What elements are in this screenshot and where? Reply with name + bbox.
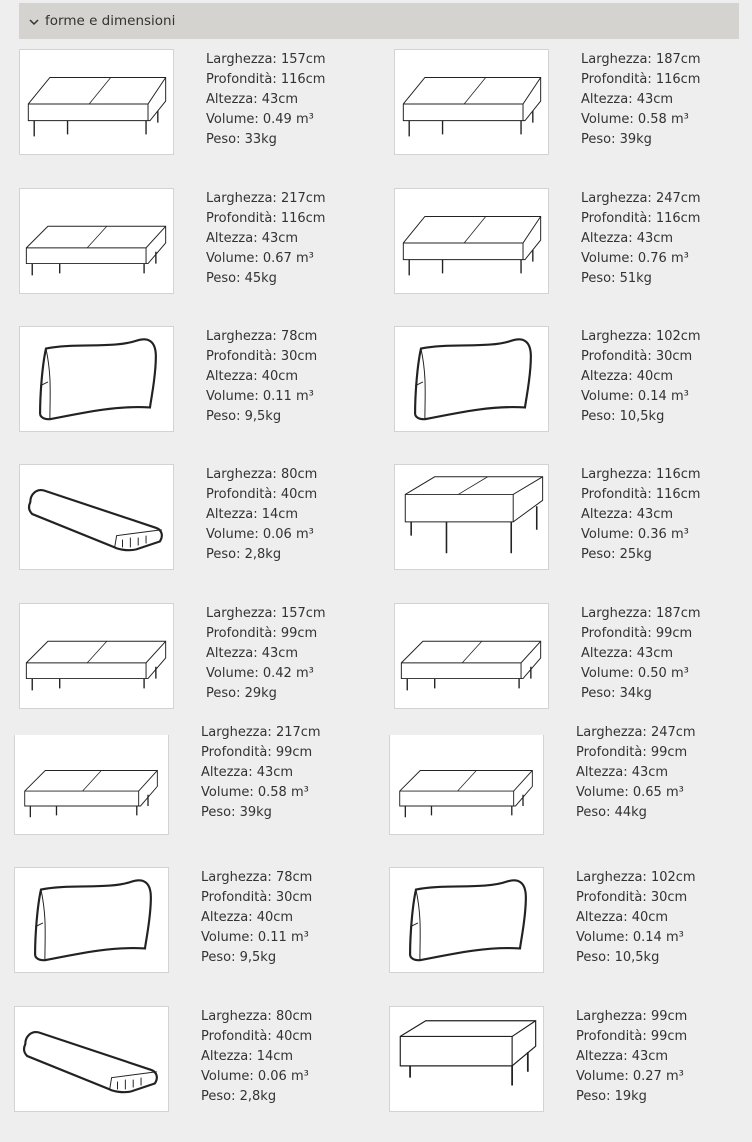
sofa-2-seat-icon [20, 604, 173, 708]
product-specs [576, 1007, 687, 1107]
spec-width: Larghezza: 217cm [206, 191, 326, 206]
product-thumbnail [14, 1006, 169, 1112]
spec-volume: Volume: 0.58 m³ [201, 785, 309, 800]
product-specs [206, 604, 326, 704]
spec-volume: Volume: 0.06 m³ [201, 1069, 309, 1084]
product-item [19, 188, 364, 298]
product-item [389, 867, 734, 977]
spec-width: Larghezza: 157cm [206, 606, 326, 621]
spec-depth: Profondità: 30cm [576, 890, 688, 905]
product-item [394, 188, 739, 298]
back-cushion-icon [390, 868, 543, 972]
product-specs [201, 868, 312, 968]
spec-weight: Peso: 29kg [206, 686, 277, 701]
product-thumbnail [389, 867, 544, 973]
sofa-2-seat-icon [15, 735, 168, 834]
spec-weight: Peso: 2,8kg [206, 547, 282, 562]
spec-volume: Volume: 0.14 m³ [576, 930, 684, 945]
product-specs [206, 465, 317, 565]
product-item [14, 1006, 359, 1116]
sofa-3-seat-icon [395, 50, 548, 154]
spec-height: Altezza: 40cm [201, 910, 294, 925]
product-specs [581, 50, 701, 150]
product-specs [206, 189, 326, 289]
back-cushion-icon [20, 327, 173, 431]
product-thumbnail [19, 603, 174, 709]
spec-volume: Volume: 0.76 m³ [581, 251, 689, 266]
product-thumbnail [19, 49, 174, 155]
product-thumbnail [19, 188, 174, 294]
spec-weight: Peso: 39kg [581, 132, 652, 147]
product-specs [576, 723, 696, 823]
spec-width: Larghezza: 78cm [201, 870, 313, 885]
spec-width: Larghezza: 187cm [581, 606, 701, 621]
spec-depth: Profondità: 99cm [576, 745, 688, 760]
product-item [389, 1006, 734, 1116]
spec-depth: Profondità: 99cm [576, 1029, 688, 1044]
product-specs [576, 868, 696, 968]
product-specs [201, 723, 321, 823]
spec-weight: Peso: 9,5kg [206, 409, 282, 424]
spec-weight: Peso: 10,5kg [576, 950, 660, 965]
spec-weight: Peso: 9,5kg [201, 950, 277, 965]
pouf-small-icon [390, 1007, 543, 1111]
spec-volume: Volume: 0.11 m³ [206, 389, 314, 404]
spec-width: Larghezza: 247cm [581, 191, 701, 206]
product-specs [206, 50, 326, 150]
spec-depth: Profondità: 30cm [201, 890, 313, 905]
section-title: forme e dimensioni [45, 13, 176, 29]
spec-volume: Volume: 0.49 m³ [206, 112, 314, 127]
spec-volume: Volume: 0.50 m³ [581, 666, 689, 681]
spec-depth: Profondità: 99cm [581, 626, 693, 641]
spec-volume: Volume: 0.58 m³ [581, 112, 689, 127]
spec-depth: Profondità: 99cm [201, 745, 313, 760]
back-cushion-icon [395, 327, 548, 431]
spec-depth: Profondità: 116cm [581, 72, 701, 87]
product-item [14, 725, 359, 845]
product-thumbnail [14, 867, 169, 973]
sofa-3-seat-icon [395, 189, 548, 293]
spec-weight: Peso: 51kg [581, 271, 652, 286]
spec-weight: Peso: 25kg [581, 547, 652, 562]
product-thumbnail [394, 49, 549, 155]
spec-height: Altezza: 43cm [576, 765, 669, 780]
spec-height: Altezza: 43cm [576, 1049, 669, 1064]
spec-depth: Profondità: 40cm [206, 487, 318, 502]
product-specs [581, 465, 701, 565]
spec-depth: Profondità: 99cm [206, 626, 318, 641]
spec-height: Altezza: 14cm [201, 1049, 294, 1064]
product-specs [206, 327, 317, 427]
spec-width: Larghezza: 247cm [576, 725, 696, 740]
product-thumbnail [389, 735, 544, 835]
spec-weight: Peso: 39kg [201, 805, 272, 820]
spec-depth: Profondità: 116cm [206, 72, 326, 87]
spec-depth: Profondità: 116cm [206, 211, 326, 226]
spec-volume: Volume: 0.36 m³ [581, 527, 689, 542]
product-thumbnail [389, 1006, 544, 1112]
chevron-down-icon [27, 14, 41, 28]
product-item [394, 326, 739, 436]
spec-depth: Profondità: 30cm [581, 349, 693, 364]
product-thumbnail [394, 464, 549, 570]
product-item [394, 49, 739, 159]
product-specs [581, 604, 701, 704]
spec-width: Larghezza: 102cm [581, 329, 701, 344]
section-header[interactable] [19, 3, 739, 39]
product-item [19, 49, 364, 159]
spec-width: Larghezza: 80cm [201, 1009, 313, 1024]
spec-width: Larghezza: 157cm [206, 52, 326, 67]
sofa-2-seat-icon [20, 189, 173, 293]
product-item [394, 464, 739, 574]
spec-width: Larghezza: 217cm [201, 725, 321, 740]
spec-width: Larghezza: 102cm [576, 870, 696, 885]
spec-width: Larghezza: 80cm [206, 467, 318, 482]
spec-height: Altezza: 43cm [581, 231, 674, 246]
spec-depth: Profondità: 30cm [206, 349, 318, 364]
seat-cushion-icon [20, 465, 173, 569]
spec-volume: Volume: 0.67 m³ [206, 251, 314, 266]
spec-weight: Peso: 19kg [576, 1089, 647, 1104]
spec-weight: Peso: 10,5kg [581, 409, 665, 424]
spec-volume: Volume: 0.14 m³ [581, 389, 689, 404]
spec-depth: Profondità: 40cm [201, 1029, 313, 1044]
product-item [19, 603, 364, 713]
back-cushion-icon [15, 868, 168, 972]
spec-depth: Profondità: 116cm [581, 211, 701, 226]
spec-height: Altezza: 40cm [206, 369, 299, 384]
spec-height: Altezza: 40cm [576, 910, 669, 925]
pouf-large-icon [395, 465, 548, 569]
spec-volume: Volume: 0.65 m³ [576, 785, 684, 800]
product-item [19, 326, 364, 436]
product-thumbnail [394, 603, 549, 709]
spec-width: Larghezza: 116cm [581, 467, 701, 482]
product-thumbnail [394, 326, 549, 432]
sofa-2-seat-icon [390, 735, 543, 834]
spec-height: Altezza: 43cm [206, 646, 299, 661]
spec-width: Larghezza: 78cm [206, 329, 318, 344]
product-thumbnail [14, 735, 169, 835]
spec-height: Altezza: 14cm [206, 507, 299, 522]
spec-volume: Volume: 0.06 m³ [206, 527, 314, 542]
seat-cushion-icon [15, 1007, 168, 1111]
spec-width: Larghezza: 187cm [581, 52, 701, 67]
spec-weight: Peso: 33kg [206, 132, 277, 147]
spec-weight: Peso: 45kg [206, 271, 277, 286]
product-specs [581, 327, 701, 427]
spec-depth: Profondità: 116cm [581, 487, 701, 502]
product-thumbnail [19, 464, 174, 570]
product-item [14, 867, 359, 977]
product-item [394, 603, 739, 713]
spec-height: Altezza: 43cm [206, 231, 299, 246]
product-thumbnail [19, 326, 174, 432]
spec-width: Larghezza: 99cm [576, 1009, 688, 1024]
product-thumbnail [394, 188, 549, 294]
spec-height: Altezza: 43cm [581, 507, 674, 522]
product-specs [201, 1007, 312, 1107]
sofa-2-seat-icon [395, 604, 548, 708]
spec-height: Altezza: 40cm [581, 369, 674, 384]
spec-height: Altezza: 43cm [581, 646, 674, 661]
spec-weight: Peso: 2,8kg [201, 1089, 277, 1104]
spec-height: Altezza: 43cm [206, 92, 299, 107]
spec-weight: Peso: 44kg [576, 805, 647, 820]
spec-height: Altezza: 43cm [581, 92, 674, 107]
product-item [389, 725, 734, 845]
spec-volume: Volume: 0.11 m³ [201, 930, 309, 945]
product-item [19, 464, 364, 574]
spec-volume: Volume: 0.42 m³ [206, 666, 314, 681]
product-specs [581, 189, 701, 289]
spec-height: Altezza: 43cm [201, 765, 294, 780]
spec-volume: Volume: 0.27 m³ [576, 1069, 684, 1084]
spec-weight: Peso: 34kg [581, 686, 652, 701]
sofa-3-seat-icon [20, 50, 173, 154]
